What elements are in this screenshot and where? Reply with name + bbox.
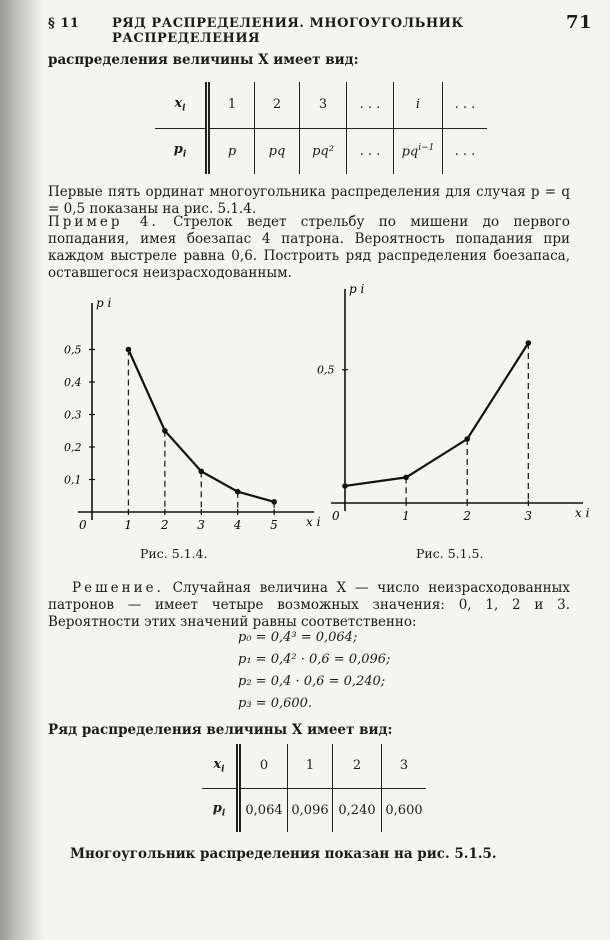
data-line (128, 350, 274, 502)
caption-fig-5-1-4: Рис. 5.1.4. (140, 546, 208, 561)
x-tick-label: 4 (233, 518, 242, 532)
example-text: Стрелок ведет стрельбу по мишени до первого попадания, имея боезапас 4 патрона. Вероятность попадания при каждом выстреле равна 0,6. Построить ряд распределения боезапаса, оставшегося неизрасходованным. (48, 214, 570, 281)
x-cell-2: 2 (255, 82, 300, 128)
data-point (126, 347, 132, 353)
p-cell-1: 0,064 (239, 788, 288, 832)
y-tick-label: 0,2 (64, 441, 82, 454)
example-label: Пример 4. (48, 214, 159, 230)
formula-p2: p₂ = 0,4 · 0,6 = 0,240; (238, 674, 386, 689)
x-cell-3: 2 (333, 744, 382, 788)
x-tick-label: 1 (124, 518, 133, 532)
distribution-table-general (155, 82, 487, 174)
x-tick-label: 1 (402, 509, 410, 523)
data-point (526, 340, 532, 346)
x-cell-0: $x_i$ (155, 82, 208, 128)
data-line (345, 343, 528, 486)
x-axis-label: x i (306, 515, 321, 529)
data-point (464, 436, 470, 442)
paragraph-polygon-note: Первые пять ординат многоугольника распределения для случая p = q = 0,5 показаны на рис. 5.1.4. (48, 184, 570, 217)
data-point (235, 489, 241, 495)
x-tick-label: 0 (79, 518, 87, 532)
solution-paragraph (48, 580, 570, 631)
page-number: 71 (566, 12, 593, 33)
distribution-table-ammo (202, 744, 426, 832)
data-point (271, 499, 277, 505)
p-cell-3: 0,240 (333, 788, 382, 832)
y-tick-label: 0,1 (64, 473, 82, 487)
x-tick-label: 2 (463, 509, 471, 523)
caption-fig-5-1-5: Рис. 5.1.5. (416, 546, 484, 561)
p-cell-4: . . . (347, 128, 394, 174)
y-axis-label: p i (96, 296, 112, 310)
p-cell-2: 0,096 (288, 788, 333, 832)
x-tick-label: 0 (332, 509, 340, 523)
x-tick-label: 3 (197, 518, 205, 532)
x-cell-3: 3 (300, 82, 347, 128)
x-cell-6: . . . (443, 82, 488, 128)
running-title: РЯД РАСПРЕДЕЛЕНИЯ. МНОГОУГОЛЬНИК РАСПРЕДЕЛЕНИЯ (112, 16, 464, 46)
data-point (403, 475, 409, 481)
solution-text: Случайная величина X — число неизрасходованных патронов — имеет четыре возможных значения: 0, 1, 2 и 3. Вероятности этих значений равны соответственно: (48, 580, 570, 630)
solution-label: Решение. (72, 580, 164, 596)
formula-p3: p₃ = 0,600. (238, 696, 313, 711)
chart-fig-5-1-4 (50, 290, 321, 540)
y-axis-label: p i (349, 282, 365, 296)
intro-line: распределения величины X имеет вид: (48, 52, 359, 68)
x-cell-5: i (394, 82, 443, 128)
p-cell-6: . . . (454, 143, 476, 159)
x-cell-4: 3 (382, 744, 427, 788)
x-axis-label: x i (575, 506, 590, 520)
p-cell-4: 0,600 (385, 802, 423, 818)
x-cell-2: 1 (288, 744, 333, 788)
formula-p0: p₀ = 0,4³ = 0,064; (238, 630, 358, 645)
y-tick-label: 0,4 (64, 376, 82, 389)
example-4 (48, 214, 570, 282)
x-tick-label: 2 (160, 518, 169, 532)
x-cell-0: $x_i$ (202, 744, 239, 788)
p-cell-5: $pq^{i-1}$ (394, 128, 443, 174)
p-cell-2: pq (255, 128, 300, 174)
y-tick-label: 0,5 (64, 343, 82, 357)
x-cell-1: 1 (208, 82, 255, 128)
x-tick-label: 5 (270, 518, 278, 532)
data-point (162, 428, 168, 434)
series-line: Ряд распределения величины X имеет вид: (48, 722, 393, 738)
final-line: Многоугольник распределения показан на рис. 5.1.5. (70, 846, 497, 862)
chart-fig-5-1-5 (300, 275, 590, 540)
section-number: § 11 (48, 16, 80, 31)
x-cell-1: 0 (239, 744, 288, 788)
y-tick-label: 0,5 (317, 363, 335, 377)
x-tick-label: 3 (524, 509, 532, 523)
y-tick-label: 0,3 (64, 408, 82, 422)
p-cell-1: p (208, 128, 255, 174)
page-shadow (0, 0, 44, 940)
formula-p1: p₁ = 0,4² · 0,6 = 0,096; (238, 652, 391, 667)
p-cell-0: $p_i$ (202, 788, 239, 832)
data-point (342, 483, 348, 489)
data-point (198, 469, 204, 475)
p-cell-0: $p_i$ (155, 128, 208, 174)
p-cell-3: pq² (300, 128, 347, 174)
x-cell-4: . . . (347, 82, 394, 128)
